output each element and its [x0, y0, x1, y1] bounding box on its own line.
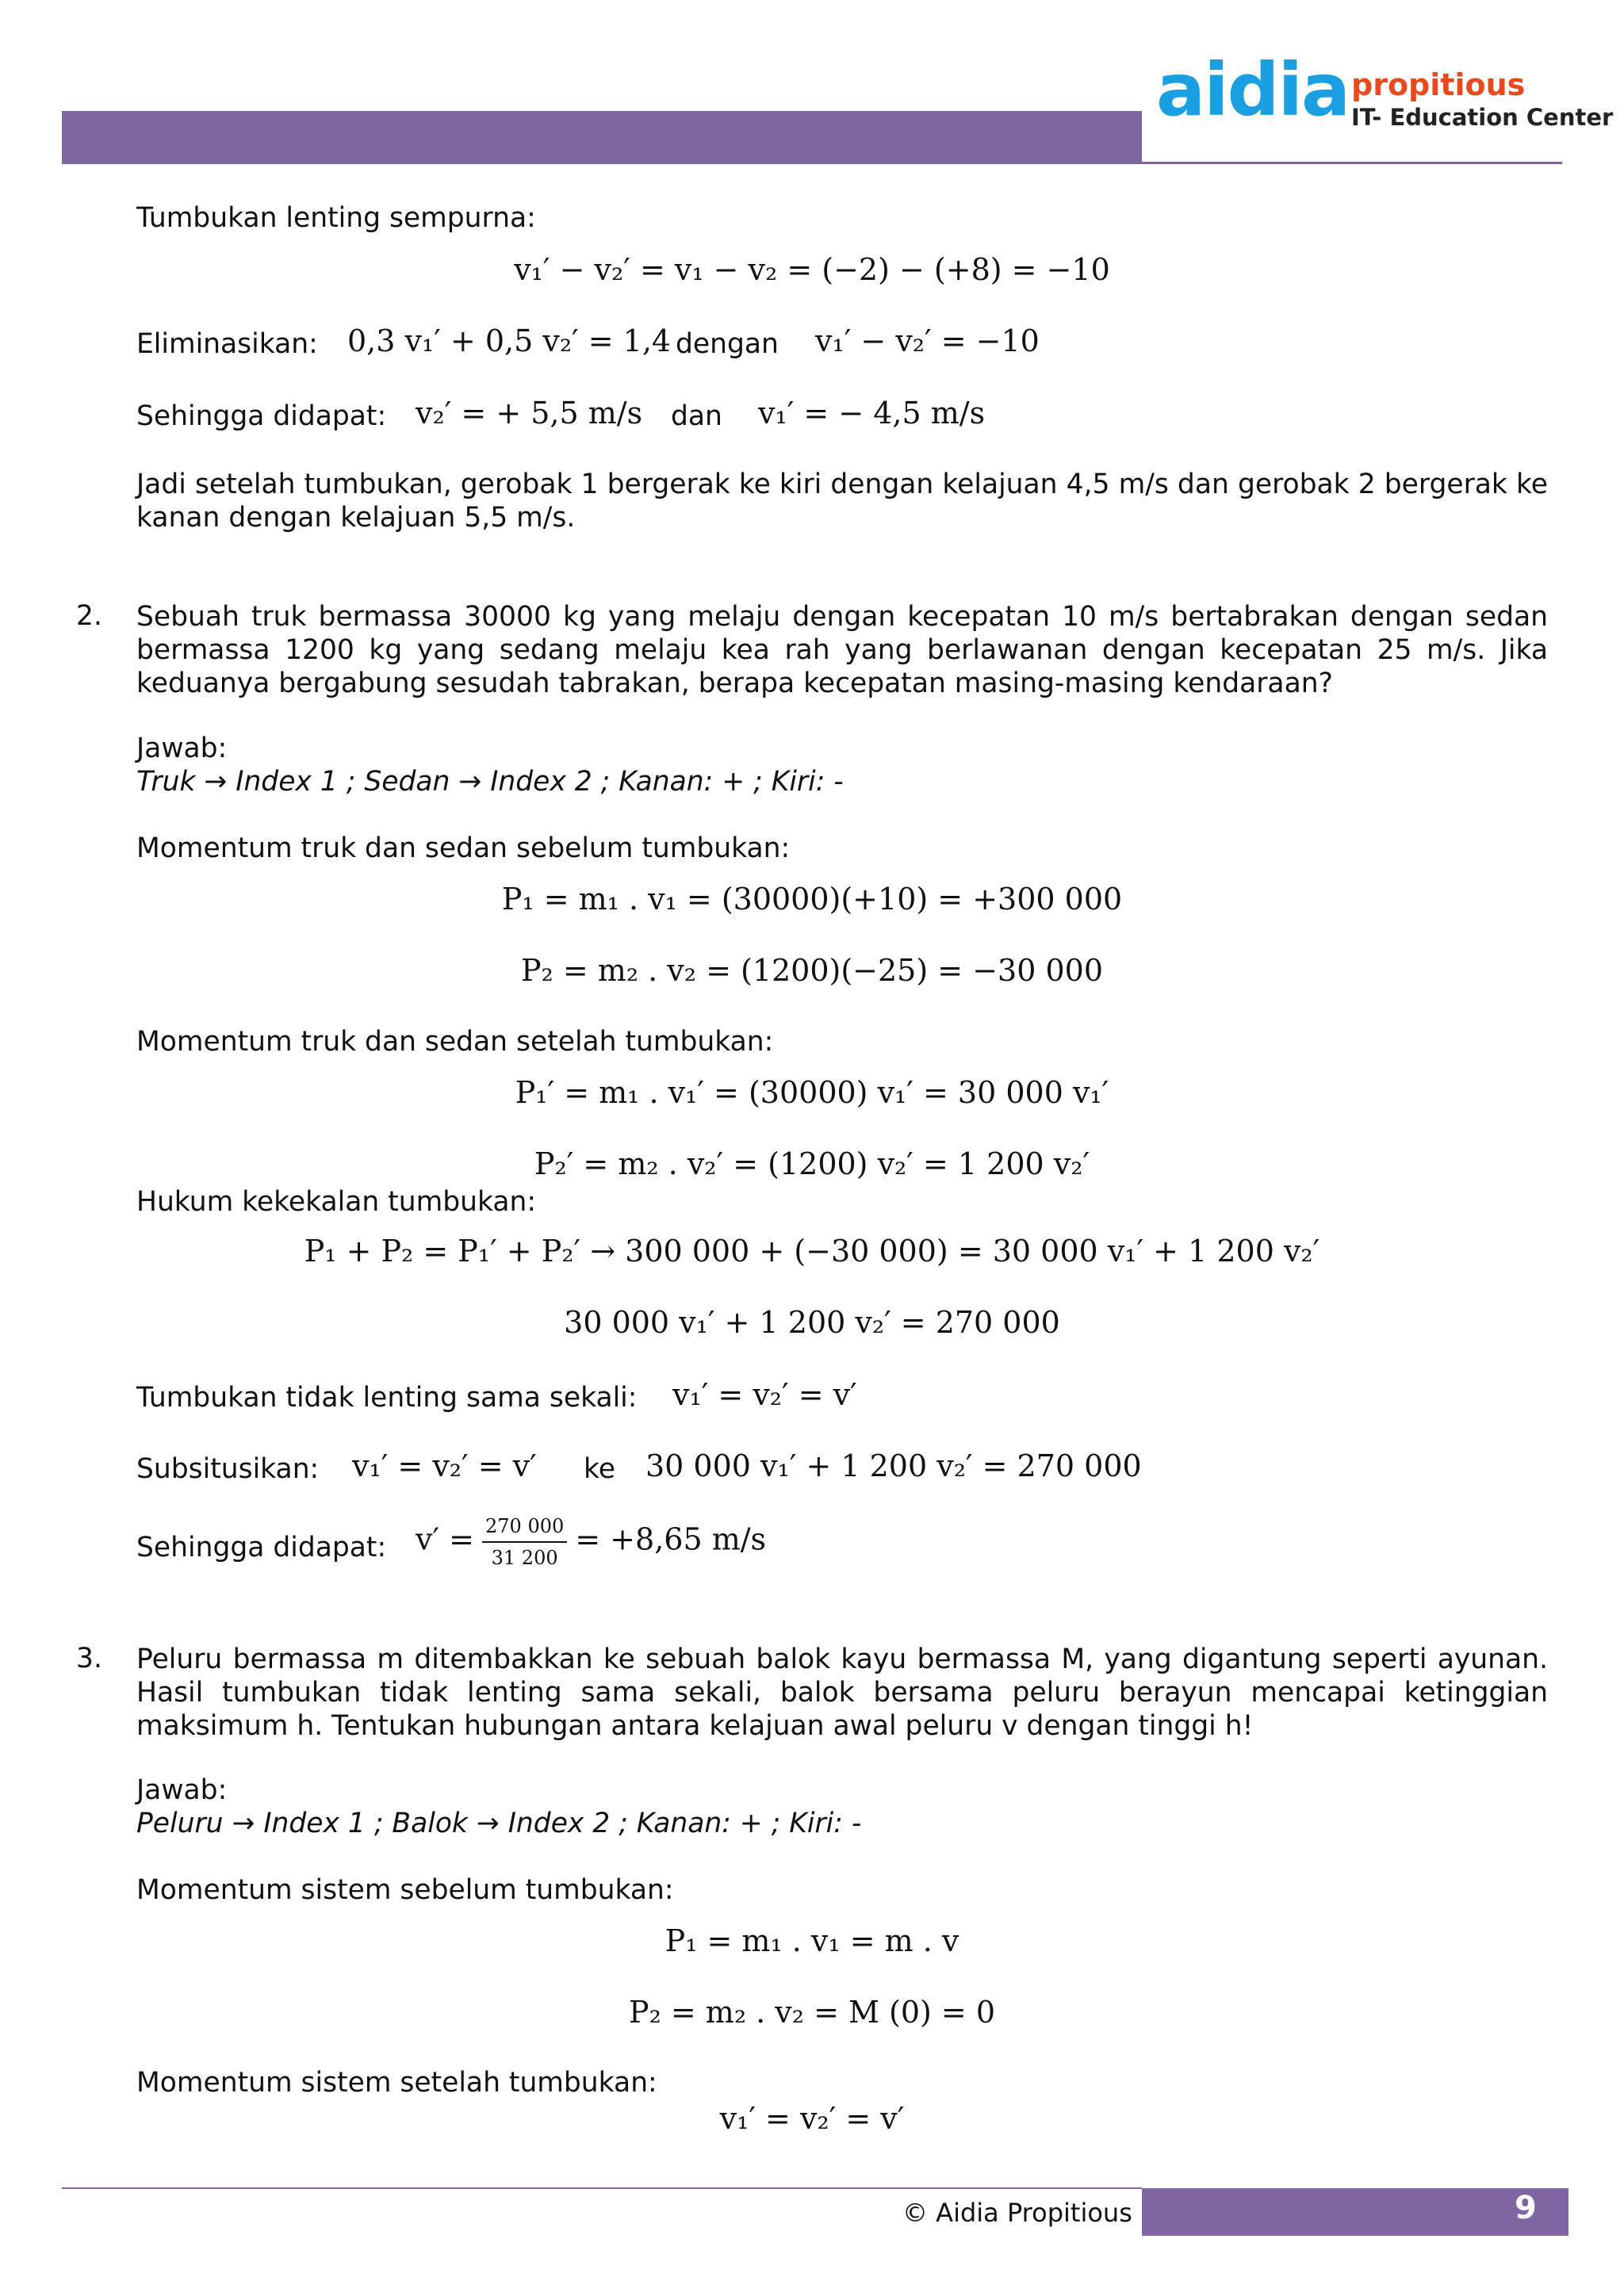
equation-subs-2: 30 000 v₁′ + 1 200 v₂′ = 270 000	[645, 1448, 1142, 1483]
equation-conservation-1: P₁ + P₂ = P₁′ + P₂′ → 300 000 + (−30 000) = 30 000 v₁′ + 1 200 v₂′	[304, 1234, 1320, 1269]
label-eliminasikan: Eliminasikan:	[136, 328, 318, 360]
label-tidak-lenting: Tumbukan tidak lenting sama sekali:	[136, 1382, 638, 1414]
equation-relative-velocity: v₁′ − v₂′ = v₁ − v₂ = (−2) − (+8) = −10	[514, 252, 1110, 287]
logo-sub-propitious: propitious	[1351, 67, 1526, 102]
fraction-denominator: 31 200	[491, 1547, 558, 1569]
fraction-numerator: 270 000	[482, 1514, 567, 1543]
footer-divider	[62, 2187, 1142, 2189]
text-tumbukan-lenting: Tumbukan lenting sempurna:	[136, 202, 536, 234]
heading-hukum-kekekalan: Hukum kekekalan tumbukan:	[136, 1186, 536, 1218]
label-subsitusikan: Subsitusikan:	[136, 1453, 320, 1485]
heading-momentum-before-2: Momentum truk dan sedan sebelum tumbukan:	[136, 832, 791, 864]
equation-elim-2: v₁′ − v₂′ = −10	[815, 323, 1040, 358]
page-number: 9	[1515, 2190, 1537, 2226]
equation-subs-1: v₁′ = v₂′ = v′	[352, 1448, 537, 1483]
question-2-text: Sebuah truk bermassa 30000 kg yang melaju dengan kecepatan 10 m/s bertabrakan dengan sedan bermassa 1200 kg yang sedang melaju kea rah yang berlawanan dengan kecepatan 25 m/s. Jika keduanya bergabung sesudah tabrakan, berapa kecepatan masing-masing kendaraan?	[136, 601, 1548, 699]
text-ke: ke	[584, 1453, 615, 1485]
heading-momentum-after-3: Momentum sistem setelah tumbukan:	[136, 2067, 657, 2099]
paragraph-conclusion: Jadi setelah tumbukan, gerobak 1 bergerak ke kiri dengan kelajuan 4,5 m/s dan gerobak 2 bergerak ke kanan dengan kelajuan 5,5 m/s.	[136, 469, 1548, 534]
text-dan: dan	[671, 400, 722, 432]
equation-p2-after-2: P₂′ = m₂ . v₂′ = (1200) v₂′ = 1 200 v₂′	[534, 1146, 1090, 1181]
equation-result-v1: v₁′ = − 4,5 m/s	[758, 396, 986, 430]
equation-p1-2: P₁ = m₁ . v₁ = (30000)(+10) = +300 000	[501, 882, 1123, 916]
question-number-3: 3.	[76, 1643, 102, 1674]
equation-final-velocity	[416, 1514, 766, 1570]
equation-p2-2: P₂ = m₂ . v₂ = (1200)(−25) = −30 000	[520, 953, 1103, 988]
heading-momentum-after-2: Momentum truk dan sedan setelah tumbukan:	[136, 1026, 774, 1058]
logo-sub-education: IT- Education Center	[1351, 104, 1614, 131]
jawab-label-3: Jawab:	[136, 1774, 228, 1806]
footer-copyright: © Aidia Propitious	[902, 2198, 1132, 2228]
text-dengan: dengan	[676, 328, 779, 360]
equation-p1-after-2: P₁′ = m₁ . v₁′ = (30000) v₁′ = 30 000 v₁′	[515, 1075, 1109, 1110]
label-sehingga-2: Sehingga didapat:	[136, 1532, 387, 1563]
index-legend-2: Truk → Index 1 ; Sedan → Index 2 ; Kanan: + ; Kiri: -	[136, 766, 844, 798]
footer-bar	[1142, 2188, 1568, 2236]
equation-result-v2: v₂′ = + 5,5 m/s	[416, 396, 643, 430]
equation-p2-3: P₂ = m₂ . v₂ = M (0) = 0	[629, 1995, 995, 2030]
index-legend-3: Peluru → Index 1 ; Balok → Index 2 ; Kanan: + ; Kiri: -	[136, 1808, 862, 1839]
label-sehingga: Sehingga didapat:	[136, 400, 387, 432]
jawab-label-2: Jawab:	[136, 733, 228, 764]
equation-p1-3: P₁ = m₁ . v₁ = m . v	[665, 1923, 959, 1958]
logo-main: aidia	[1156, 48, 1350, 132]
question-number-2: 2.	[76, 600, 102, 632]
heading-momentum-before-3: Momentum sistem sebelum tumbukan:	[136, 1874, 674, 1906]
equation-conservation-2: 30 000 v₁′ + 1 200 v₂′ = 270 000	[564, 1305, 1060, 1340]
final-velocity-lhs: v′ =	[416, 1521, 475, 1557]
equation-inelastic: v₁′ = v₂′ = v′	[672, 1377, 857, 1412]
equation-elim-1: 0,3 v₁′ + 0,5 v₂′ = 1,4	[347, 323, 672, 358]
header-bar	[62, 111, 1142, 163]
final-velocity-rhs: = +8,65 m/s	[575, 1521, 767, 1557]
question-3-text: Peluru bermassa m ditembakkan ke sebuah balok kayu bermassa M, yang digantung seperti ayunan. Hasil tumbukan tidak lenting sama sekali, balok bersama peluru berayun mencapai ketinggian maksimum h. Tentukan hubungan antara kelajuan awal peluru v dengan tinggi h!	[136, 1644, 1548, 1742]
header-divider	[62, 162, 1562, 164]
fraction	[482, 1514, 567, 1570]
equation-v-common-3: v₁′ = v₂′ = v′	[719, 2101, 905, 2136]
